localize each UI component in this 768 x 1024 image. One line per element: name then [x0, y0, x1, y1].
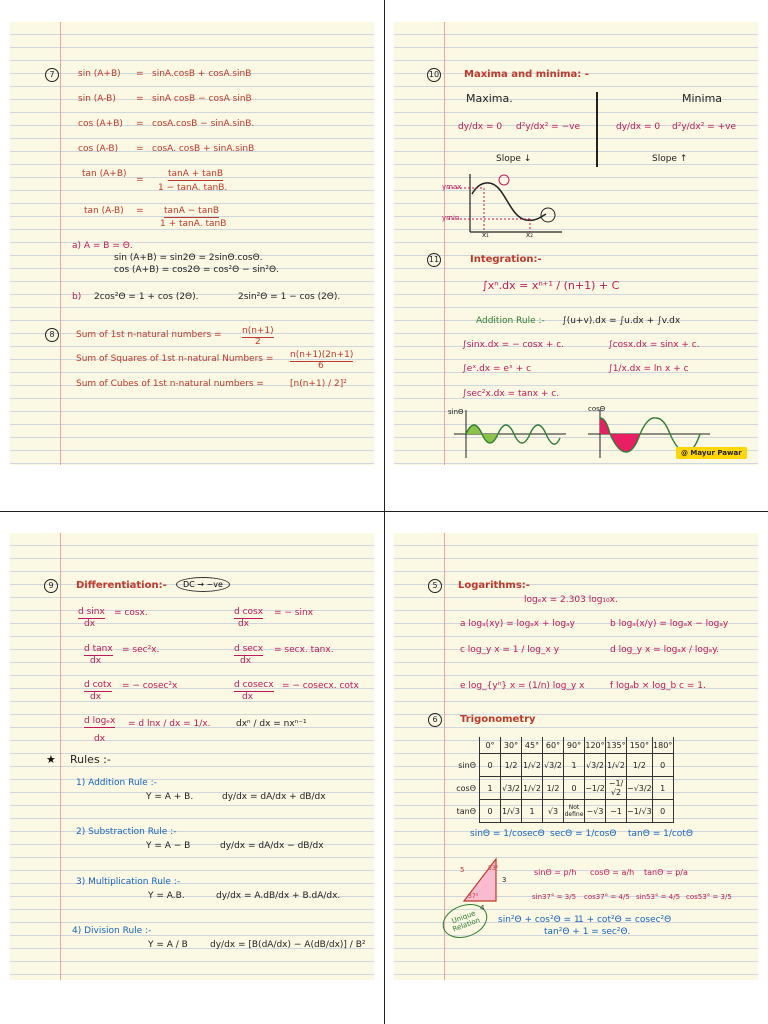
note-page-logarithms-trigonometry	[394, 533, 758, 980]
angle-header: 135°	[606, 737, 627, 754]
margin-line	[444, 22, 445, 465]
table-cell: −1/√3	[627, 800, 653, 823]
derivative-numerator: d cotx	[84, 680, 112, 690]
derivative-denominator: dx	[84, 619, 96, 629]
integration-formula: ∫xⁿ.dx = xⁿ⁺¹ / (n+1) + C	[482, 279, 620, 292]
derivative-result: = secx. tanx.	[274, 645, 334, 655]
trig-ratio: tanΘ = p/a	[644, 868, 688, 877]
table-cell: 1/√2	[522, 777, 543, 800]
log-rule: d log_y x = logₐx / logₐy.	[610, 645, 720, 655]
reciprocal-identity: secΘ = 1/cosΘ	[550, 829, 617, 839]
author-credit: @ Mayur Pawar	[676, 447, 747, 459]
table-cell: 0	[564, 777, 585, 800]
log-conversion: logₑx = 2.303 log₁₀x.	[524, 595, 618, 605]
note-page-formulas	[10, 22, 374, 465]
table-cell: −1	[606, 800, 627, 823]
margin-line	[444, 533, 445, 980]
rule-function: Y = A.B.	[148, 891, 185, 901]
angle-header: 120°	[585, 737, 606, 754]
table-cell: −√3/2	[627, 777, 653, 800]
trig-ratio: sinΘ = p/h	[534, 868, 577, 877]
pythagorean-identity: tan²Θ + 1 = sec²Θ.	[544, 927, 631, 937]
section-number: 7	[45, 68, 59, 82]
maxima-minima-curve	[440, 170, 570, 242]
rule-derivative: dy/dx = dA/dx − dB/dx	[220, 841, 324, 851]
rule-title: 4) Division Rule :-	[72, 926, 152, 936]
power-rule: dxⁿ / dx = nxⁿ⁻¹	[236, 719, 307, 729]
equals: =	[136, 69, 144, 79]
sum-formula-text: Sum of Cubes of 1st n-natural numbers =	[76, 379, 264, 389]
table-cell: 1/2	[627, 754, 653, 777]
rule-title: 3) Multiplication Rule :-	[76, 877, 181, 887]
derivative-numerator: d logₑx	[84, 716, 116, 726]
sum-formula-text: Sum of 1st n-natural numbers =	[76, 330, 222, 340]
rule-formula: ∫(u+v).dx = ∫u.dx + ∫v.dx	[562, 316, 681, 326]
formula-rhs: sinA.cosB + cosA.sinB	[152, 69, 252, 79]
table-cell: √3	[543, 800, 564, 823]
table-cell: 0	[480, 800, 501, 823]
special-angle-value: cos53° = 3/5	[686, 893, 732, 901]
table-cell: 1/2	[543, 777, 564, 800]
angle-header: 30°	[501, 737, 522, 754]
pythagorean-identity: sin²Θ + cos²Θ = 1.	[498, 915, 583, 925]
derivative-numerator: d cosx	[234, 607, 264, 617]
log-rule: e log_{yⁿ} x = (1/n) log_y x	[460, 681, 585, 691]
table-row	[446, 754, 673, 777]
table-cell: −√3	[585, 800, 606, 823]
fraction-denominator: 1 + tanA. tanB	[160, 219, 227, 229]
derivative-result: = cosx.	[114, 608, 148, 618]
row-label: sinΘ	[458, 760, 476, 770]
triangle-angle: 53°	[488, 865, 499, 872]
table-cell: −1/√2	[606, 777, 627, 800]
section-number: 5	[428, 579, 442, 593]
fraction-numerator: n(n+1)(2n+1)	[290, 350, 354, 360]
log-rule: a logₐ(xy) = logₐx + logₐy	[460, 619, 575, 629]
log-rule: c log_y x = 1 / log_x y	[460, 645, 560, 655]
integral: ∫sec²x.dx = tanx + c.	[462, 389, 560, 399]
triangle-side: 4	[480, 904, 485, 912]
table-cell: 1	[652, 777, 673, 800]
equals: =	[136, 206, 144, 216]
derivative-denominator: dx	[240, 656, 252, 666]
derivative-result: = − sinx	[274, 608, 314, 618]
derivative-result: = sec²x.	[122, 645, 160, 655]
identity: cos (A+B) = cos2Θ = cos²Θ − sin²Θ.	[114, 265, 279, 275]
section-number: 10	[427, 68, 441, 82]
table-row	[446, 777, 673, 800]
axis-label: ymax	[442, 183, 462, 191]
sum-formula-text: Sum of Squares of 1st n-natural Numbers =	[76, 354, 274, 364]
equals: =	[136, 144, 144, 154]
row-label: tanΘ	[456, 806, 476, 816]
section-number: 9	[44, 579, 58, 593]
table-cell: √3/2	[585, 754, 606, 777]
right-triangle-diagram	[456, 853, 516, 909]
angle-header: 180°	[652, 737, 673, 754]
identity: sin (A+B) = sin2Θ = 2sinΘ.cosΘ.	[114, 253, 263, 263]
rules-heading: Rules :-	[70, 753, 111, 766]
quadrant-divider-vertical	[384, 0, 385, 1024]
section-title: Trigonometry	[460, 714, 536, 725]
formula-rhs: sinA cosB − cosA sinB	[152, 94, 252, 104]
derivative-numerator: d tanx	[84, 644, 113, 654]
reciprocal-identity: tanΘ = 1/cotΘ	[628, 829, 693, 839]
formula-lhs: tan (A-B)	[84, 206, 124, 216]
table-cell: 0	[652, 800, 673, 823]
formula-lhs: tan (A+B)	[82, 169, 127, 179]
derivative-denominator: dx	[242, 692, 254, 702]
pythagorean-identity: 1 + cot²Θ = cosec²Θ	[578, 915, 672, 925]
rule-derivative: dy/dx = A.dB/dx + B.dA/dx.	[216, 891, 341, 901]
note-page-differentiation	[10, 533, 374, 980]
section-title: Integration:-	[470, 254, 542, 265]
trig-ratio: cosΘ = a/h	[590, 868, 635, 877]
table-cell: 1/√3	[501, 800, 522, 823]
case-label: b)	[72, 292, 82, 302]
triangle-side: 5	[460, 866, 465, 874]
rule-title: Addition Rule :-	[476, 316, 545, 326]
section-number: 11	[427, 253, 441, 267]
rule-function: Y = A / B	[148, 940, 188, 950]
angle-header: 60°	[543, 737, 564, 754]
section-title: Logarithms:-	[458, 580, 530, 591]
integral: ∫cosx.dx = sinx + c.	[608, 340, 700, 350]
fraction-denominator: 2	[255, 337, 261, 347]
equals: =	[136, 119, 144, 129]
formula-lhs: sin (A-B)	[78, 94, 116, 104]
table-cell: −1/2	[585, 777, 606, 800]
derivative-result: = − cosec²x	[122, 681, 178, 691]
case-label: a) A = B = Θ.	[72, 241, 133, 251]
formula-lhs: cos (A+B)	[78, 119, 123, 129]
derivative-result: = d lnx / dx = 1/x.	[128, 719, 211, 729]
fraction-denominator: 6	[318, 361, 324, 371]
axis-label: x₂	[526, 231, 533, 239]
log-rule: f logₐb × log_b c = 1.	[610, 681, 706, 691]
special-angle-value: sin37° = 3/5	[532, 893, 577, 901]
trig-values-table	[446, 737, 674, 823]
reciprocal-identity: sinΘ = 1/cosecΘ	[470, 829, 545, 839]
table-cell: Not define	[564, 800, 585, 823]
special-angle-value: sin53° = 4/5	[636, 893, 681, 901]
formula-rhs: cosA.cosB − sinA.sinB.	[152, 119, 255, 129]
section-title: Differentiation:-	[76, 580, 167, 591]
derivative-numerator: d secx	[234, 644, 264, 654]
section-number: 6	[428, 713, 442, 727]
table-cell: 1	[522, 800, 543, 823]
axis-label: ymin	[442, 214, 460, 222]
table-cell: 0	[480, 754, 501, 777]
table-cell: 1	[564, 754, 585, 777]
angle-header: 0°	[480, 737, 501, 754]
angle-header: 150°	[627, 737, 653, 754]
rule-title: 1) Addition Rule :-	[76, 778, 157, 788]
formula-lhs: sin (A+B)	[78, 69, 121, 79]
special-angle-value: cos37° = 4/5	[584, 893, 630, 901]
maxima-heading: Maxima.	[466, 92, 513, 105]
formula-lhs: cos (A-B)	[78, 144, 119, 154]
derivative-numerator: d cosecx	[234, 680, 274, 690]
fraction-numerator: n(n+1)	[242, 326, 274, 336]
rule-title: 2) Substraction Rule :-	[76, 827, 177, 837]
derivative-numerator: d sinx	[78, 607, 105, 617]
slope-note: Slope ↑	[652, 154, 688, 164]
bracket-expression: [n(n+1) / 2]²	[290, 379, 347, 389]
angle-header: 45°	[522, 737, 543, 754]
derivative-denominator: dx	[94, 734, 106, 744]
fraction-numerator: tanA − tanB	[164, 206, 220, 216]
log-rule: b logₐ(x/y) = logₐx − logₐy	[610, 619, 729, 629]
unique-relation-label: Unique Relation	[450, 909, 482, 934]
row-label: cosΘ	[456, 783, 476, 793]
table-cell: 1/√2	[522, 754, 543, 777]
integral: ∫eˣ.dx = eˣ + c	[462, 364, 532, 374]
identity: 2cos²Θ = 1 + cos (2Θ).	[94, 292, 199, 302]
graph-label: sinΘ	[448, 408, 464, 416]
minima-heading: Minima	[682, 92, 723, 105]
column-divider	[596, 92, 598, 167]
fraction-denominator: 1 − tanA. tanB.	[158, 183, 228, 193]
identity: 2sin²Θ = 1 − cos (2Θ).	[238, 292, 341, 302]
axis-label: x₁	[482, 231, 489, 239]
triangle-angle: 37°	[468, 893, 479, 900]
condition: dy/dx = 0	[616, 122, 661, 132]
section-number: 8	[45, 328, 59, 342]
table-cell: 1	[480, 777, 501, 800]
integral: ∫sinx.dx = − cosx + c.	[462, 340, 565, 350]
slope-note: Slope ↓	[496, 154, 532, 164]
rule-function: Y = A + B.	[146, 792, 194, 802]
condition: dy/dx = 0	[458, 122, 503, 132]
table-header-row	[446, 737, 673, 754]
margin-line	[60, 533, 61, 980]
triangle-side: 3	[502, 876, 507, 884]
derivative-denominator: dx	[90, 656, 102, 666]
table-cell: 1/√2	[606, 754, 627, 777]
derivative-denominator: dx	[90, 692, 102, 702]
integral: ∫1/x.dx = ln x + c	[608, 364, 689, 374]
equals: =	[136, 175, 144, 185]
table-cell: 1/2	[501, 754, 522, 777]
condition: d²y/dx² = −ve	[516, 122, 580, 132]
section-title: Maxima and minima: -	[464, 69, 589, 80]
star-icon: ★	[46, 753, 56, 766]
equals: =	[136, 94, 144, 104]
graph-label: cosΘ	[588, 405, 606, 413]
rule-derivative: dy/dx = dA/dx + dB/dx	[222, 792, 326, 802]
margin-line	[60, 22, 61, 465]
table-cell: √3/2	[543, 754, 564, 777]
table-cell: 0	[652, 754, 673, 777]
quadrant-divider-horizontal	[0, 511, 768, 512]
angle-header: 90°	[564, 737, 585, 754]
dc-note: DC → −ve	[176, 577, 230, 592]
fraction-numerator: tanA + tanB	[168, 169, 224, 179]
rule-function: Y = A − B	[146, 841, 191, 851]
rule-derivative: dy/dx = [B(dA/dx) − A(dB/dx)] / B²	[210, 940, 366, 950]
sine-wave-graph	[450, 406, 570, 460]
table-cell: √3/2	[501, 777, 522, 800]
note-page-maxima-integration	[394, 22, 758, 465]
derivative-denominator: dx	[238, 619, 250, 629]
table-row	[446, 800, 673, 823]
condition: d²y/dx² = +ve	[672, 122, 736, 132]
formula-rhs: cosA. cosB + sinA.sinB	[152, 144, 255, 154]
derivative-result: = − cosecx. cotx	[282, 681, 359, 691]
